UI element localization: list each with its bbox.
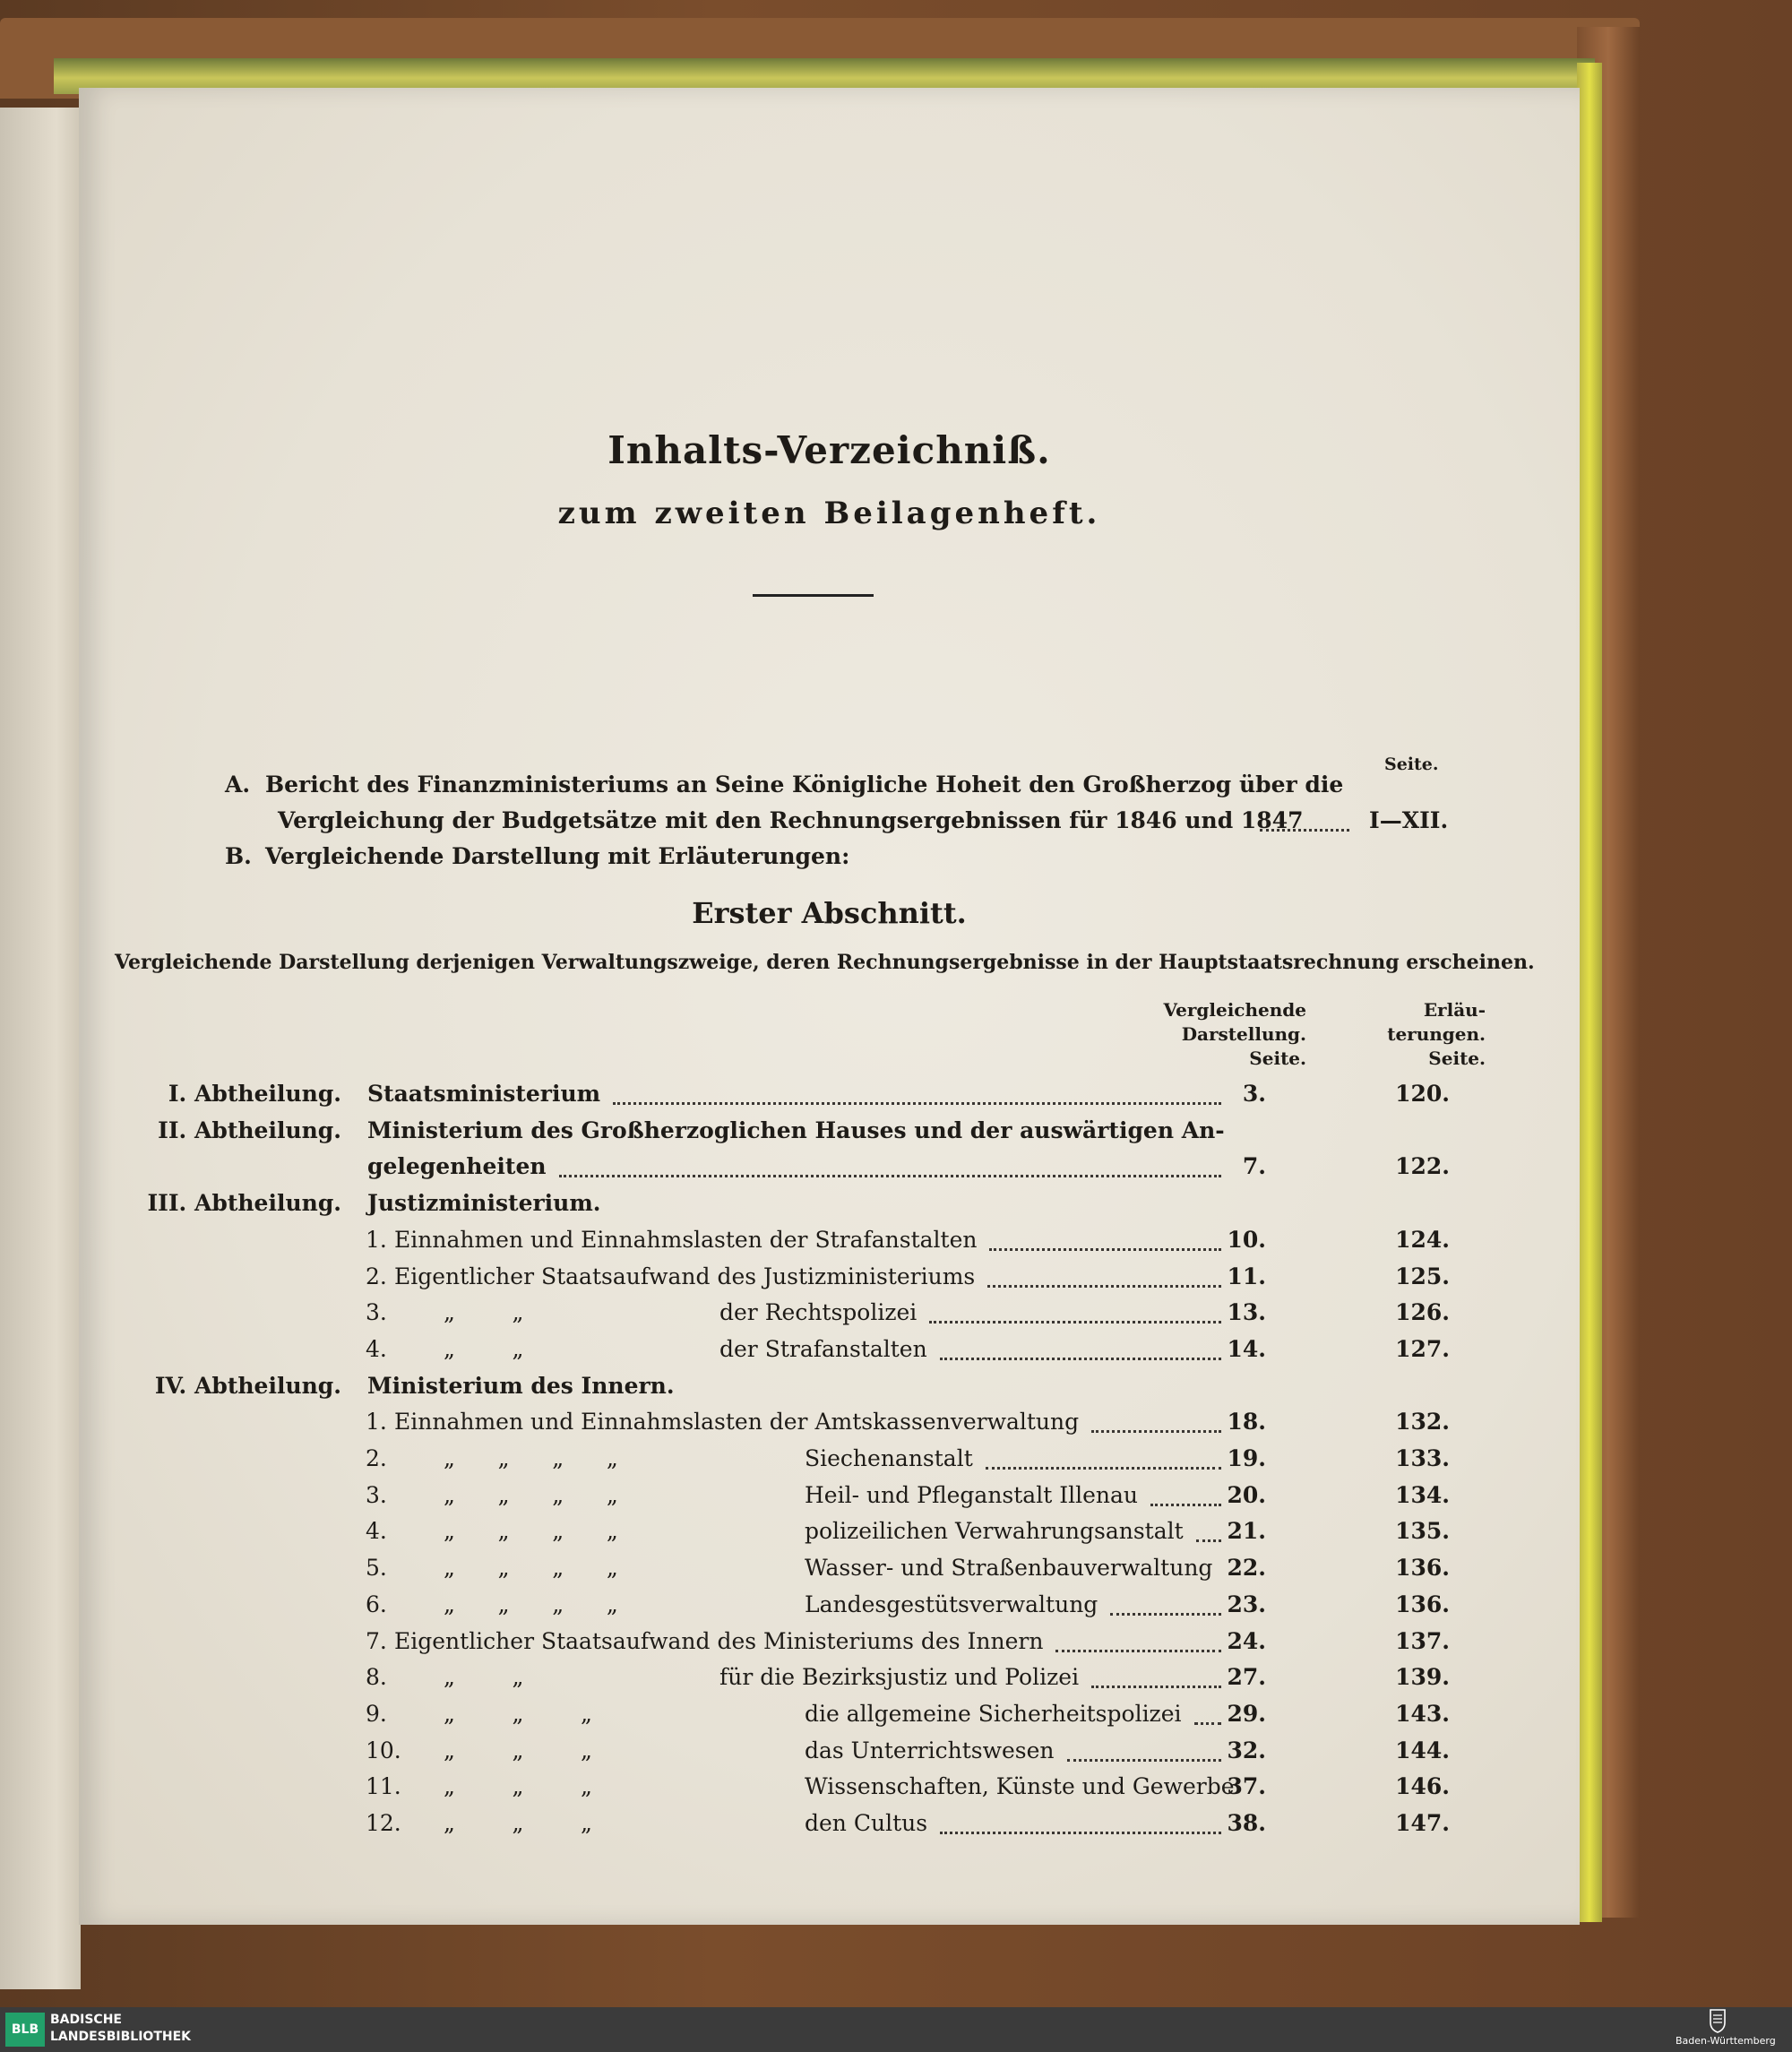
abtheilung-label: II. Abtheilung. [158,1117,341,1143]
vergleichende-page: 20. [1227,1482,1266,1508]
ditto-marks: „ „ „ „ [444,1482,618,1508]
row-number: 2. [366,1445,387,1471]
row-number: 10. [366,1737,401,1763]
entry-title: der Strafanstalten [719,1336,927,1362]
section-title: Erster Abschnitt. [692,896,967,930]
row-number: 11. [366,1773,401,1799]
entry-title: Landesgestütsverwaltung [805,1591,1098,1617]
erlaeuterungen-page: 137. [1395,1628,1450,1654]
erlaeuterungen-page: 134. [1395,1482,1450,1508]
vergleichende-page: 11. [1227,1263,1266,1289]
gilt-page-edge-right [1577,63,1602,1922]
entry-title: Eigentlicher Staatsaufwand des Ministeriums des Innern [394,1628,1044,1654]
leader-dots [986,1467,1221,1470]
erlaeuterungen-page: 125. [1395,1263,1450,1289]
seite-label: Seite. [1384,754,1439,774]
erlaeuterungen-page: 120. [1395,1081,1450,1107]
entry-title: Siechenanstalt [805,1445,973,1471]
entry-title: Justizministerium. [367,1190,601,1216]
row-number: 8. [366,1664,387,1690]
vergleichende-page: 37. [1227,1773,1266,1799]
ditto-marks: „ „ „ [444,1737,593,1763]
entry-a-line1: Bericht des Finanzministeriums an Seine Königliche Hoheit den Großherzog über die [265,772,1344,798]
erlaeuterungen-page: 124. [1395,1227,1450,1253]
blb-logo: BLB [5,2013,45,2047]
page-title: Inhalts-Verzeichniß. [607,428,1051,472]
leader-dots [1260,829,1349,832]
entry-a-label: A. [225,772,251,798]
entry-title: das Unterrichtswesen [805,1737,1055,1763]
entry-title: Eigentlicher Staatsaufwand des Justizministeriums [394,1263,976,1289]
vergleichende-page: 21. [1227,1518,1266,1544]
row-number: 3. [366,1299,387,1325]
entry-title: gelegenheiten [367,1153,547,1179]
library-name: BADISCHE LANDESBIBLIOTHEK [50,2013,192,2044]
entry-b-label: B. [225,843,252,869]
vergleichende-page: 13. [1227,1299,1266,1325]
entry-title: Staatsministerium [367,1081,601,1107]
row-number: 7. [366,1628,387,1654]
ditto-marks: „ „ „ [444,1773,593,1799]
ditto-marks: „ „ „ „ [444,1445,618,1471]
entry-b-text: Vergleichende Darstellung mit Erläuterungen: [265,843,850,869]
col-header-erlaeuterungen: Erläu- terungen. Seite. [1387,999,1486,1069]
leader-dots [1110,1613,1221,1616]
leader-dots [1196,1539,1221,1542]
vergleichende-page: 24. [1227,1628,1266,1654]
leader-dots [929,1321,1221,1323]
leader-dots [940,1832,1221,1834]
entry-title: Heil- und Pfleganstalt Illenau [805,1482,1138,1508]
entry-title: Einnahmen und Einnahmslasten der Strafanstalten [394,1227,978,1253]
leader-dots [1055,1650,1221,1652]
vergleichende-page: 22. [1227,1555,1266,1581]
row-number: 1. [366,1227,387,1253]
erlaeuterungen-page: 136. [1395,1591,1450,1617]
erlaeuterungen-page: 127. [1395,1336,1450,1362]
leader-dots [613,1102,1221,1105]
row-number: 9. [366,1701,387,1727]
ditto-marks: „ „ „ „ [444,1518,618,1544]
vergleichende-page: 23. [1227,1591,1266,1617]
entry-a-page: I—XII. [1369,807,1449,833]
vergleichende-page: 7. [1242,1153,1266,1179]
row-number: 1. [366,1409,387,1435]
entry-title: Einnahmen und Einnahmslasten der Amtskassenverwaltung [394,1409,1080,1435]
entry-a-line2: Vergleichung der Budgetsätze mit den Rechnungsergebnissen für 1846 und 1847 [278,807,1304,833]
row-number: 6. [366,1591,387,1617]
vergleichende-page: 38. [1227,1810,1266,1836]
entry-title: die allgemeine Sicherheitspolizei [805,1701,1182,1727]
vergleichende-page: 29. [1227,1701,1266,1727]
ditto-marks: „ „ „ „ [444,1555,618,1581]
row-number: 12. [366,1810,401,1836]
row-number: 2. [366,1263,387,1289]
abtheilung-label: III. Abtheilung. [147,1190,341,1216]
erlaeuterungen-page: 136. [1395,1555,1450,1581]
entry-title: den Cultus [805,1810,928,1836]
leader-dots [1067,1759,1222,1762]
erlaeuterungen-page: 147. [1395,1810,1450,1836]
entry-title: der Rechtspolizei [719,1299,918,1325]
erlaeuterungen-page: 132. [1395,1409,1450,1435]
erlaeuterungen-page: 135. [1395,1518,1450,1544]
abtheilung-label: I. Abtheilung. [168,1081,341,1107]
leader-dots [559,1175,1221,1177]
document-page [79,88,1580,1925]
erlaeuterungen-page: 146. [1395,1773,1450,1799]
state-label: Baden-Württemberg [1676,2035,1776,2047]
entry-title: Ministerium des Großherzoglichen Hauses und der auswärtigen An- [367,1117,1225,1143]
ditto-marks: „ „ „ [444,1701,593,1727]
ditto-marks: „ „ [444,1336,524,1362]
vergleichende-page: 3. [1242,1081,1266,1107]
row-number: 4. [366,1336,387,1362]
entry-title: für die Bezirksjustiz und Polizei [719,1664,1080,1690]
leader-dots [1194,1722,1221,1725]
erlaeuterungen-page: 133. [1395,1445,1450,1471]
row-number: 5. [366,1555,387,1581]
vergleichende-page: 14. [1227,1336,1266,1362]
coat-of-arms-icon [1702,2007,1733,2034]
vergleichende-page: 27. [1227,1664,1266,1690]
erlaeuterungen-page: 144. [1395,1737,1450,1763]
erlaeuterungen-page: 122. [1395,1153,1450,1179]
facing-page-edge [0,108,81,1989]
entry-title: polizeilichen Verwahrungsanstalt [805,1518,1184,1544]
entry-title: Ministerium des Innern. [367,1373,675,1399]
footer-bar [0,2007,1792,2052]
vergleichende-page: 18. [1227,1409,1266,1435]
leader-dots [1091,1686,1221,1688]
col-header-vergleichende: Vergleichende Darstellung. Seite. [1163,999,1306,1069]
entry-title: Wissenschaften, Künste und Gewerbe [805,1773,1235,1799]
vergleichende-page: 10. [1227,1227,1266,1253]
leader-dots [989,1248,1221,1251]
erlaeuterungen-page: 143. [1395,1701,1450,1727]
page-subtitle: zum zweiten Beilagenheft. [557,496,1101,531]
vergleichende-page: 32. [1227,1737,1266,1763]
row-number: 4. [366,1518,387,1544]
erlaeuterungen-page: 139. [1395,1664,1450,1690]
abtheilung-label: IV. Abtheilung. [154,1373,341,1399]
entry-title: Wasser- und Straßenbauverwaltung [805,1555,1213,1581]
erlaeuterungen-page: 126. [1395,1299,1450,1325]
leader-dots [987,1285,1221,1288]
leader-dots [1091,1430,1221,1433]
vergleichende-page: 19. [1227,1445,1266,1471]
title-rule [753,594,874,597]
ditto-marks: „ „ „ „ [444,1591,618,1617]
section-description: Vergleichende Darstellung derjenigen Verwaltungszweige, deren Rechnungsergebnisse in der Hauptstaatsrechnung erscheinen. [115,951,1535,974]
leader-dots [1150,1504,1221,1506]
row-number: 3. [366,1482,387,1508]
ditto-marks: „ „ [444,1664,524,1690]
ditto-marks: „ „ „ [444,1810,593,1836]
ditto-marks: „ „ [444,1299,524,1325]
leader-dots [940,1358,1221,1360]
